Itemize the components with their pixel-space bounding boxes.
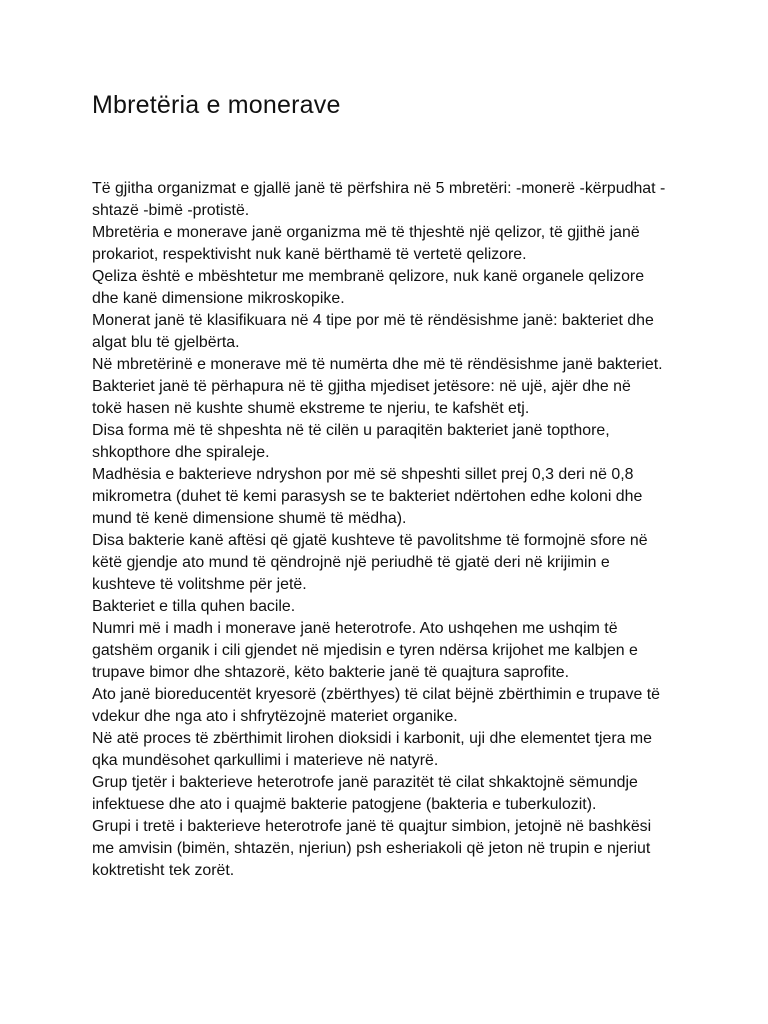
text-line: koktretisht tek zorët.: [92, 862, 235, 879]
text-line: Në mbretërinë e monerave më të numërta dhe më të rëndësishme janë bakteriet.: [92, 356, 663, 373]
text-line: dhe kanë dimensione mikroskopike.: [92, 290, 345, 307]
text-line: gatshëm organik i cili gjendet në mjedisin e tyren ndërsa krijohet me kalbjen e: [92, 642, 638, 659]
text-line: Bakteriet janë të përhapura në të gjitha mjediset jetësore: në ujë, ajër dhe në: [92, 378, 631, 395]
text-line: me amvisin (bimën, shtazën, njeriun) psh esheriakoli që jeton në trupin e njeriut: [92, 840, 651, 857]
text-line: vdekur dhe nga ato i shfrytëzojnë materiet organike.: [92, 708, 458, 725]
text-line: shkopthore dhe spiraleje.: [92, 444, 270, 461]
text-line: Grupi i tretë i bakterieve heterotrofe janë të quajtur simbion, jetojnë në bashkësi: [92, 818, 652, 835]
document-title: Mbretëria e monerave: [92, 91, 341, 119]
text-line: Disa bakterie kanë aftësi që gjatë kushteve të pavolitshme të formojnë sfore në: [92, 532, 648, 549]
text-line: kushteve të volitshme për jetë.: [92, 576, 307, 593]
text-line: mund të kenë dimensione shumë të mëdha).: [92, 510, 407, 527]
text-line: Në atë proces të zbërthimit lirohen dioksidi i karbonit, uji dhe elementet tjera me: [92, 730, 652, 747]
text-line: infektuese dhe ato i quajmë bakterie patogjene (bakteria e tuberkulozit).: [92, 796, 597, 813]
text-line: Të gjitha organizmat e gjallë janë të përfshira në 5 mbretëri: -monerë -kërpudhat -: [92, 180, 666, 197]
text-line: Bakteriet e tilla quhen bacile.: [92, 598, 296, 615]
text-line: shtazë -bimë -protistë.: [92, 202, 250, 219]
text-line: trupave bimor dhe shtazorë, këto bakterie janë të quajtura saprofite.: [92, 664, 569, 681]
text-line: qka mundësohet qarkullimi i materieve në natyrë.: [92, 752, 439, 769]
text-line: Disa forma më të shpeshta në të cilën u paraqitën bakteriet janë topthore,: [92, 422, 610, 439]
text-line: Ato janë bioreducentët kryesorë (zbërthyes) të cilat bëjnë zbërthimin e trupave të: [92, 686, 660, 703]
text-line: Monerat janë të klasifikuara në 4 tipe por më të rëndësishme janë: bakteriet dhe: [92, 312, 654, 329]
text-line: Qeliza është e mbështetur me membranë qelizore, nuk kanë organele qelizore: [92, 268, 645, 285]
text-line: këtë gjendje ato mund të qëndrojnë një periudhë të gjatë deri në krijimin e: [92, 554, 610, 571]
text-line: tokë hasen në kushte shumë ekstreme te njeriu, te kafshët etj.: [92, 400, 530, 417]
text-line: Grup tjetër i bakterieve heterotrofe janë parazitët të cilat shkaktojnë sëmundje: [92, 774, 638, 791]
text-line: prokariot, respektivisht nuk kanë bërthamë të vertetë qelizore.: [92, 246, 527, 263]
text-line: Mbretëria e monerave janë organizma më të thjeshtë një qelizor, të gjithë janë: [92, 224, 640, 241]
document-body: [92, 178, 672, 882]
text-line: mikrometra (duhet të kemi parasysh se te bakteriet ndërtohen edhe koloni dhe: [92, 488, 643, 505]
text-line: Madhësia e bakterieve ndryshon por më së shpeshti sillet prej 0,3 deri në 0,8: [92, 466, 634, 483]
text-line: algat blu të gjelbërta.: [92, 334, 240, 351]
text-line: Numri më i madh i monerave janë heterotrofe. Ato ushqehen me ushqim të: [92, 620, 618, 637]
